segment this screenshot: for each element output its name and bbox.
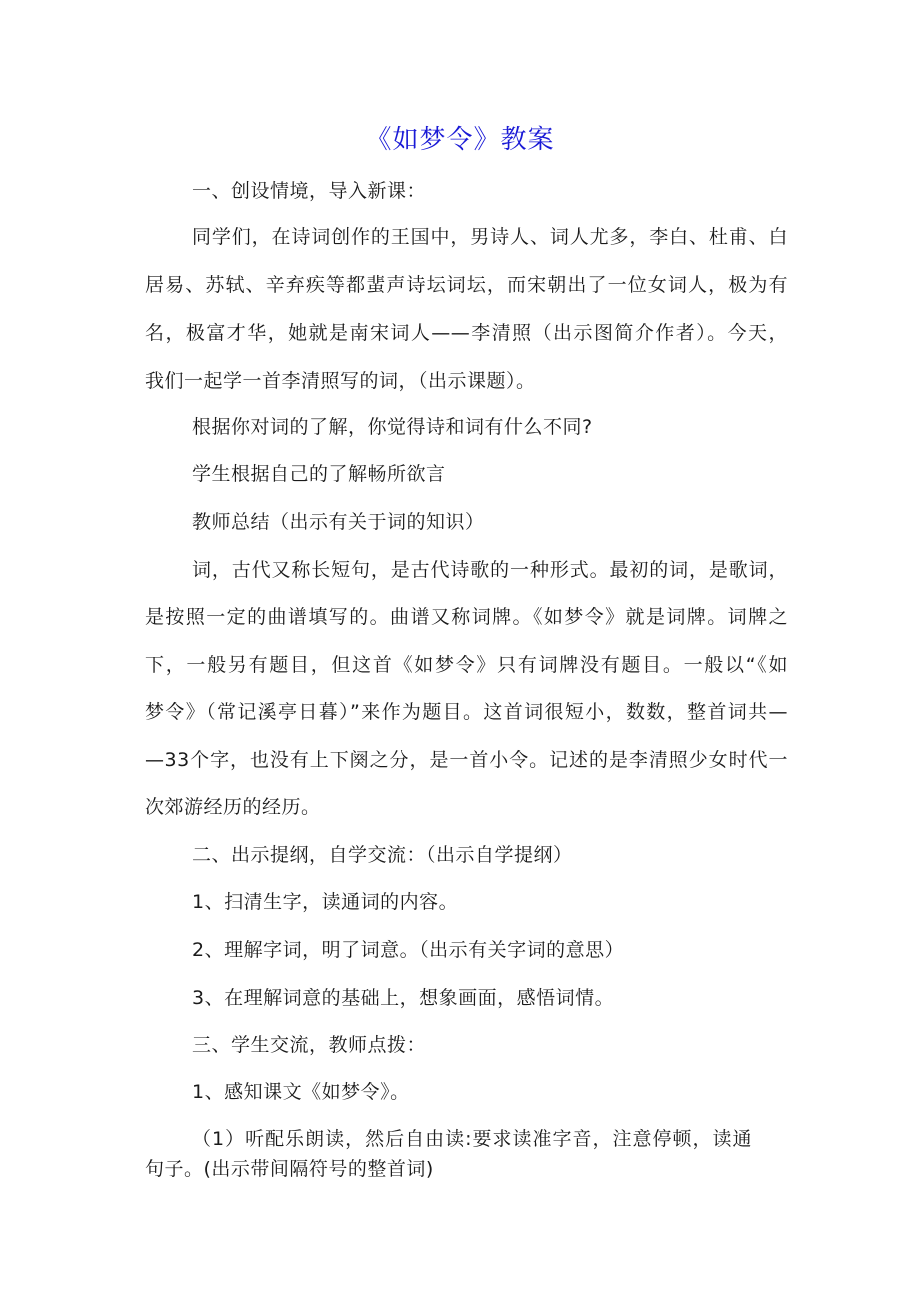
paragraph-line: —33个字，也没有上下阕之分，是一首小令。记述的是李清照少女时代一 [145, 749, 788, 771]
list-item: 1、扫清生字，读通词的内容。 [192, 891, 459, 913]
paragraph-line: 是按照一定的曲谱填写的。曲谱又称词牌。《如梦令》就是词牌。词牌之 [145, 606, 788, 628]
paragraph-line: 居易、苏轼、辛弃疾等都蜚声诗坛词坛，而宋朝出了一位女词人，极为有 [145, 274, 788, 296]
section-heading-2: 二、出示提纲，自学交流：（出示自学提纲） [192, 844, 573, 866]
list-item: 3、在理解词意的基础上，想象画面，感悟词情。 [192, 987, 615, 1009]
paragraph-line: 同学们，在诗词创作的王国中，男诗人、词人尤多，李白、杜甫、白 [192, 226, 788, 248]
paragraph-line: 我们一起学一首李清照写的词，（出示课题）。 [145, 370, 536, 392]
paragraph-line: （1）听配乐朗读，然后自由读:要求读准字音，注意停顿，读通 [192, 1128, 752, 1150]
paragraph-line: 学生根据自己的了解畅所欲言 [192, 463, 446, 485]
paragraph-line: 下，一般另有题目，但这首《如梦令》只有词牌没有题目。一般以“《如 [145, 654, 788, 676]
document-title: 《如梦令》教案 [365, 125, 555, 155]
paragraph-line: 名，极富才华，她就是南宋词人——李清照（出示图简介作者）。今天， [145, 322, 788, 344]
paragraph-line: 词，古代又称长短句，是古代诗歌的一种形式。最初的词，是歌词， [192, 559, 788, 581]
paragraph-line: 根据你对词的了解，你觉得诗和词有什么不同? [192, 416, 593, 438]
section-heading-1: 一、创设情境，导入新课： [192, 180, 427, 202]
paragraph-line: 句子。(出示带间隔符号的整首词) [145, 1158, 434, 1180]
paragraph-line: 次郊游经历的经历。 [145, 796, 321, 818]
paragraph-line: 梦令》（常记溪亭日暮）”来作为题目。这首词很短小，数数，整首词共— [145, 701, 788, 723]
paragraph-line: 教师总结（出示有关于词的知识） [192, 511, 485, 533]
list-item: 2、理解字词，明了词意。（出示有关字词的意思） [192, 939, 625, 961]
list-item: 1、感知课文《如梦令》。 [192, 1081, 410, 1103]
section-heading-3: 三、学生交流，教师点拨： [192, 1034, 427, 1056]
